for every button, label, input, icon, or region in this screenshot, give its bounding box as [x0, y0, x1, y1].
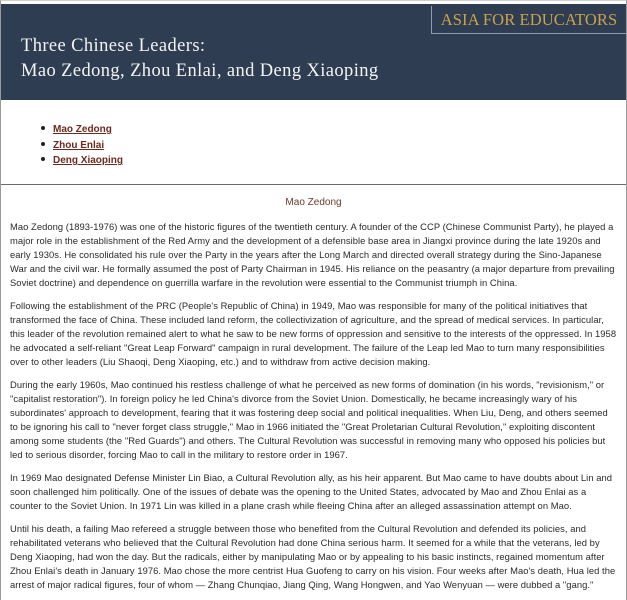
nav-item-zhou-enlai — [41, 136, 123, 152]
paragraph: In 1969 Mao designated Defense Minister Lin Biao, a Cultural Revolution ally, as his heir apparent. But Mao came to have doubts about Lin and soon challenged him politically. One of the issues of debate was the opening to the United States, advocated by Mao and Zhou Enlai as a counter to the Soviet Union. In 1971 Lin was killed in a plane crash while fleeing China after an alleged assassination attempt on Mao. — [10, 472, 613, 512]
page-title — [21, 34, 379, 83]
asia-for-educators-logo[interactable]: ASIA FOR EDUCATORS — [431, 6, 626, 34]
section-nav — [1, 100, 626, 185]
paragraph: During the early 1960s, Mao continued his restless challenge of what he perceived as new forms of domination (in his words, "revisionism," or "capitalist restoration"). In foreign policy he led China's divorce from the Soviet Union. Domestically, he became increasingly wary of his subordinates' approach to development, fearing that it was fostering deep social and political inequalities. When Liu, Deng, and others seemed to be ignoring his call to "never forget class struggle," Mao in 1966 initiated the "Great Proletarian Cultural Revolution," exploiting discontent among some students (the "Red Guards") and others. The Cultural Revolution was successful in removing many who opposed his policies but led to serious disorder, forcing Mao to call in the military to restore order in 1967. — [10, 378, 608, 461]
section-link-list — [41, 120, 123, 167]
page-header — [1, 4, 626, 100]
page-title-line-2: Mao Zedong, Zhou Enlai, and Deng Xiaoping — [21, 60, 379, 81]
page-title-line-1: Three Chinese Leaders: — [21, 36, 206, 56]
article-body — [10, 220, 618, 600]
nav-item-deng-xiaoping — [41, 151, 123, 167]
nav-link-deng-xiaoping[interactable]: Deng Xiaoping — [53, 155, 123, 166]
nav-item-mao-zedong — [41, 120, 123, 136]
section-heading: Mao Zedong — [285, 197, 342, 208]
nav-link-zhou-enlai[interactable]: Zhou Enlai — [53, 139, 105, 151]
paragraph: Until his death, a failing Mao refereed a struggle between those who benefited from the Cultural Revolution and defended its policies, and rehabilitated veterans who believed that the Cultural Revolution had done China serious harm. It seemed for a while that the veterans, led by Deng Xiaoping, had won the day. But the radicals, either by manipulating Mao or by appealing to his basic instincts, regained momentum after Zhou Enlai's death in January 1976. Mao chose the more centrist Hua Guofeng to carry on his vision. Four weeks after Mao's death, Hua led the arrest of major radical figures, four of whom — Zhang Chunqiao, Jiang Qing, Wang Hongwen, and Yao Wenyuan — were dubbed a "gang." — [10, 522, 616, 591]
paragraph: Following the establishment of the PRC (People's Republic of China) in 1949, Mao was responsible for many of the political initiatives that transformed the face of China. These included land reform, the collectivization of agriculture, and the spread of medical services. In particular, this leader of the revolution remained alert to what he saw to be new forms of oppression and sensitive to the interests of the oppressed. In 1958 he advocated a self-reliant "Great Leap Forward" campaign in rural development. The failure of the Leap led Mao to turn many responsibilities over to other leaders (Liu Shaoqi, Deng Xiaoping, etc.) and to withdraw from active decision making. — [10, 299, 617, 368]
paragraph: Mao Zedong (1893-1976) was one of the historic figures of the twentieth century. A founder of the CCP (Chinese Communist Party), he played a major role in the establishment of the Red Army and the development of a defensible base area in Jiangxi province during the late 1920s and early 1930s. He consolidated his rule over the Party in the years after the Long March and directed overall strategy during the Sino-Japanese War and the civil war. He formally assumed the post of Party Chairman in 1945. His reliance on the peasantry (a major departure from prevailing Soviet doctrine) and dependence on guerrilla warfare in the revolution were essential to the Communist triumph in China. — [10, 221, 615, 289]
nav-link-mao-zedong[interactable]: Mao Zedong — [53, 124, 112, 135]
